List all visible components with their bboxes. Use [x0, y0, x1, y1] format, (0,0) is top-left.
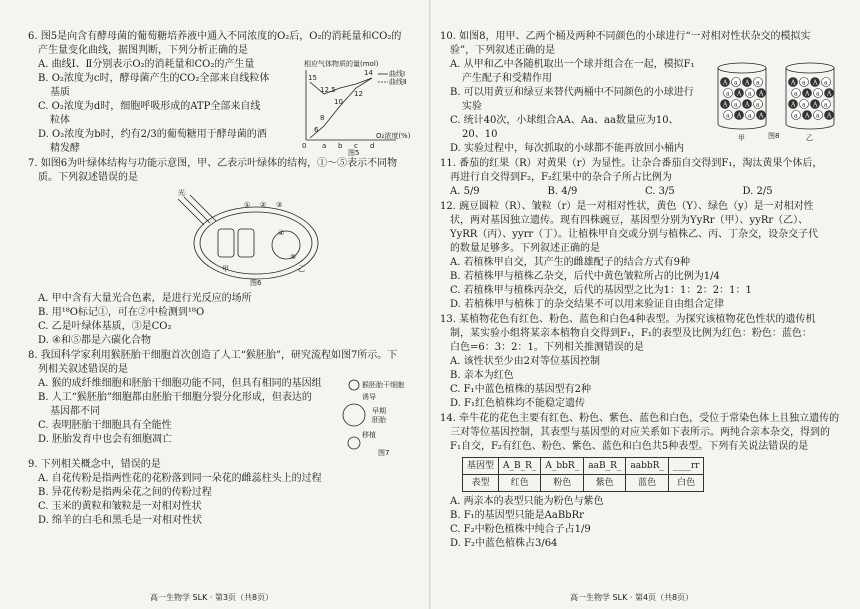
q14-option-a: A. 两亲本的表型只能为粉色与紫色	[450, 496, 604, 507]
fig5-caption: 图5	[348, 149, 360, 156]
fig8-bucket-yi	[786, 68, 834, 129]
q13-option-d: D. F₁红色植株均不能稳定遗传	[450, 398, 585, 409]
fig8-ball-label: a	[726, 112, 730, 120]
fig6-light-ray-2	[184, 197, 210, 223]
question-6	[28, 30, 420, 156]
page-fold	[429, 0, 431, 609]
question-9	[28, 458, 420, 528]
fig5-origin: 0	[302, 142, 307, 150]
figure-6	[28, 185, 420, 287]
fig6-label-3: ③	[276, 201, 283, 209]
q10-stem: 10. 如图8，用甲、乙两个桶及两种不同颜色的小球进行“一对相对性状杂交的模拟实	[440, 31, 811, 42]
genotype-header: 基因型	[463, 458, 499, 475]
fig5-tick-b: b	[338, 142, 343, 150]
fig5-val-6: 6	[314, 126, 319, 134]
fig7-embryo	[343, 404, 365, 426]
fig8-ball-label: A	[827, 90, 832, 98]
q14-option-c: C. F₂中粉色植株中纯合子占1/9	[450, 524, 591, 535]
question-8	[28, 349, 420, 457]
fig8-ball-label: A	[759, 112, 764, 120]
question-13	[440, 313, 840, 411]
fig8-ball-label: a	[824, 79, 828, 87]
fig6-label-4: ④	[278, 229, 285, 237]
fig5-val-10: 10	[334, 98, 343, 106]
fig8-ball-label: a	[756, 79, 760, 87]
fig5-tick-d: d	[370, 142, 375, 150]
fig6-label-jia: 甲	[222, 265, 229, 273]
fig6-light-label: 光	[178, 189, 185, 197]
q13-stem: 13. 某植物花色有红色、粉色、蓝色和白色4种表型。为探究该植物花色性状的遗传机	[440, 314, 816, 325]
q13-stem2: 制，某实验小组将某亲本植物自交得到F₁，F₁的表型及比例为红色：粉色：蓝色：	[450, 328, 812, 339]
fig7-monkey-icon	[348, 437, 360, 449]
fig8-ball-label: A	[813, 101, 818, 109]
fig5-val-8: 8	[320, 114, 325, 122]
q8-option-c: C. 表明胚胎干细胞具有全能性	[38, 420, 172, 431]
q10-stem2: 验”，下列叙述正确的是	[450, 45, 556, 56]
fig8-label-jia: 甲	[738, 134, 745, 142]
q7-stem: 7. 如图6为叶绿体结构与功能示意图，甲、乙表示叶绿体的结构，①～⑤表示不同物	[28, 158, 398, 169]
q7-stem2: 质。下列叙述错误的是	[38, 172, 138, 183]
q13-option-b: B. 亲本为红色	[450, 370, 514, 381]
q10-option-c: C. 统计40次，小球组合AA、Aa、aa数量应为10、	[450, 115, 679, 126]
fig8-label-yi: 乙	[806, 134, 813, 142]
fig8-ball-label: a	[824, 101, 828, 109]
fig7-stem-cells	[349, 380, 359, 390]
genotype-cell: ____rr	[668, 458, 704, 475]
q11-stem: 11. 番茄的红果（R）对黄果（r）为显性。让杂合番茄自交得到F₁，淘汰黄果个体后，	[440, 158, 823, 169]
q6-option-b: B. O₂浓度为c时，酵母菌产生的CO₂全部来自线粒体	[38, 73, 270, 84]
fig8-ball-label: a	[756, 101, 760, 109]
fig5-legend-2: 曲线Ⅱ	[389, 78, 407, 86]
q12-option-d: D. 若植株甲与植株丁的杂交结果不可以用来验证自由组合定律	[450, 299, 725, 310]
q6-stem: 6. 图5是向含有酵母菌的葡萄糖培养液中通入不同浓度的O₂后，O₂的消耗量和CO₂的	[28, 31, 402, 42]
q12-stem: 12. 豌豆圆粒（R）、皱粒（r）是一对相对性状，黄色（Y）、绿色（y）是一对相对性	[440, 201, 814, 212]
question-7	[28, 157, 420, 348]
fig8-ball-label: A	[813, 79, 818, 87]
fig8-ball-label: A	[737, 112, 742, 120]
fig8-bucket-jia	[718, 68, 766, 129]
q8-option-b: B. 人工“猴胚胎”细胞都由胚胎干细胞分裂分化形成，但表达的	[38, 392, 312, 403]
fig8-ball-label: a	[802, 79, 806, 87]
q9-option-c: C. 玉米的黄粒和皱粒是一对相对性状	[38, 501, 202, 512]
fig7-caption: 图7	[378, 449, 390, 457]
fig8-ball-label: A	[827, 112, 832, 120]
q6-option-c-cont: 粒体	[50, 115, 70, 126]
fig8-ball-label: a	[748, 112, 752, 120]
q6-stem2: 产生量变化曲线，据图判断，下列分析正确的是	[38, 45, 248, 56]
figure-8	[712, 58, 840, 142]
q12-stem4: 的数量足够多。下列叙述正确的是	[450, 243, 600, 254]
fig8-ball-label: A	[805, 90, 810, 98]
fig6-caption: 图6	[250, 279, 262, 287]
q14-option-b: B. F₁的基因型只能是AaBbRr	[450, 510, 584, 521]
q10-option-b-cont: 实验	[462, 101, 482, 112]
q7-option-c: C. 乙是叶绿体基质，③是CO₂	[38, 321, 172, 332]
q11-option-d: D. 2/5	[742, 186, 773, 197]
q6-option-b-cont: 基质	[50, 87, 70, 98]
q9-option-b: B. 异花传粉是指两朵花之间的传粉过程	[38, 487, 212, 498]
q7-option-a: A. 甲中含有大量光合色素，是进行光反应的场所	[38, 293, 252, 304]
genotype-cell: aabbR_	[626, 458, 669, 475]
fig5-xlabel: O₂浓度(%)	[376, 132, 411, 140]
q12-option-c: C. 若植株甲与植株丙杂交，后代的基因型之比为1：1：2：2：1：1	[450, 285, 752, 296]
question-12	[440, 200, 840, 312]
phenotype-cell: 蓝色	[626, 475, 669, 492]
phenotype-row	[463, 475, 704, 492]
q10-option-c-cont: 20、10	[462, 129, 498, 140]
q6-option-c: C. O₂浓度为d时，细胞呼吸形成的ATP全部来自线	[38, 101, 261, 112]
fig8-ball-label: A	[737, 90, 742, 98]
fig8-bucket-jia-top	[718, 63, 766, 73]
q13-option-c: C. F₁中蓝色植株的基因型有2种	[450, 384, 591, 395]
fig8-ball-label: a	[816, 112, 820, 120]
q11-stem2: 再进行自交得到F₂，F₂红果中的杂合子所占比例为	[450, 172, 672, 183]
q9-option-d: D. 绵羊的白毛和黑毛是一对相对性状	[38, 515, 203, 526]
q8-option-a: A. 猴的成纤维细胞和胚胎干细胞功能不同，但具有相同的基因组	[38, 378, 322, 389]
fig8-ball-label: A	[805, 112, 810, 120]
q8-option-d: D. 胚胎发育中也会有细胞凋亡	[38, 434, 173, 445]
fig5-val-14: 14	[364, 69, 373, 77]
q6-option-d-cont: 精发酵	[50, 143, 80, 154]
fig6-label-2: ②	[260, 201, 267, 209]
fig5-val-12-5: 12.5	[320, 86, 336, 94]
fig8-ball-label: A	[723, 79, 728, 87]
question-11	[440, 157, 840, 199]
right-column	[440, 30, 840, 552]
q7-option-b: B. 用¹⁸O标记①，可在②中检测到¹⁸O	[38, 307, 205, 318]
fig7-label-early: 早期	[372, 407, 386, 415]
fig6-thylakoid-1	[218, 229, 234, 257]
q10-option-d: D. 实验过程中，每次抓取的小球都不能再放回小桶内	[450, 143, 685, 154]
q7-option-d: D. ④和⑤都是六碳化合物	[38, 335, 151, 346]
phenotype-header: 表型	[463, 475, 499, 492]
page-footer-right: 高一生物学 SLK · 第4页（共8页）	[570, 593, 694, 602]
q12-stem2: 状，两对基因独立遗传。现有四株豌豆，基因型分别为YyRr（甲）、yyRr（乙）、	[450, 215, 809, 226]
q11-option-c: C. 3/5	[645, 186, 675, 197]
q8-stem: 8. 我国科学家利用猴胚胎干细胞首次创造了人工“猴胚胎”，研究流程如图7所示。下	[28, 350, 398, 361]
fig8-ball-label: A	[791, 79, 796, 87]
fig6-thylakoid-2	[238, 229, 254, 257]
fig8-ball-label: A	[745, 101, 750, 109]
q10-option-b: B. 可以用黄豆和绿豆来替代两桶中不同颜色的小球进行	[450, 87, 694, 98]
fig8-ball-label: a	[748, 90, 752, 98]
left-column	[28, 30, 420, 529]
genotype-table	[462, 457, 704, 492]
fig8-balls	[721, 78, 834, 120]
q10-option-a: A. 从甲和乙中各随机取出一个球并组合在一起，模拟F₁	[450, 59, 695, 70]
question-14	[440, 412, 840, 551]
genotype-cell: A_bbR_	[541, 458, 584, 475]
q12-option-b: B. 若植株甲与植株乙杂交，后代中黄色皱粒所占的比例为1/4	[450, 271, 720, 282]
fig8-ball-label: a	[802, 101, 806, 109]
fig8-ball-label: a	[794, 112, 798, 120]
q8-stem2: 列相关叙述错误的是	[38, 364, 128, 375]
q11-option-b: B. 4/9	[547, 186, 578, 197]
fig5-val-12: 12	[354, 90, 363, 98]
fig8-bucket-yi-top	[786, 63, 834, 73]
fig8-ball-label: A	[759, 90, 764, 98]
fig8-ball-label: a	[734, 101, 738, 109]
page-footer-left: 高一生物学 SLK · 第3页（共8页）	[150, 593, 274, 602]
q10-option-a-cont: 产生配子和受精作用	[462, 73, 552, 84]
q12-stem3: YyRR（丙）、yyrr（丁）。让植株甲自交或分别与植株乙、丙、丁杂交，设杂交子代	[450, 229, 819, 240]
q11-option-a: A. 5/9	[450, 186, 480, 197]
fig5-ylabel: 相应气体物质的量(mol)	[304, 60, 379, 68]
fig8-ball-label: a	[726, 90, 730, 98]
fig8-ball-label: a	[816, 90, 820, 98]
q13-option-a: A. 该性状至少由2对等位基因控制	[450, 356, 600, 367]
fig8-ball-label: a	[734, 79, 738, 87]
fig8-ball-label: A	[791, 101, 796, 109]
fig7-label-embryo: 胚胎	[372, 416, 386, 424]
fig8-ball-label: a	[794, 90, 798, 98]
fig5-tick-c: c	[354, 142, 358, 150]
q6-option-a: A. 曲线Ⅰ、Ⅱ分别表示O₂的消耗量和CO₂的产生量	[38, 59, 255, 70]
genotype-cell: A_B_R_	[499, 458, 541, 475]
phenotype-cell: 白色	[668, 475, 704, 492]
phenotype-cell: 粉色	[541, 475, 584, 492]
q12-option-a: A. 若植株甲自交，其产生的雌雄配子的结合方式有9种	[450, 257, 690, 268]
q9-stem: 9. 下列相关概念中，错误的是	[28, 459, 161, 470]
question-10	[440, 30, 840, 156]
fig6-chloroplast-inner	[200, 212, 312, 274]
genotype-row	[463, 458, 704, 475]
fig8-ball-label: A	[745, 79, 750, 87]
fig7-label-stem-cells: 猴胚胎干细胞	[362, 381, 404, 389]
fig6-light-ray-1	[178, 199, 204, 225]
figure-5	[296, 58, 416, 156]
fig7-label-induce: 诱导	[362, 393, 376, 401]
q8-option-b-cont: 基因都不同	[50, 406, 100, 417]
q14-stem3: F₁自交，F₂有红色、粉色、紫色、蓝色和白色共5种表型。下列有关说法错误的是	[450, 441, 809, 452]
q6-option-d: D. O₂浓度为b时，约有2/3的葡萄糖用于酵母菌的酒	[38, 129, 267, 140]
phenotype-cell: 紫色	[584, 475, 626, 492]
fig7-label-transplant: 移植	[362, 431, 376, 439]
fig6-label-1: ①	[244, 201, 251, 209]
fig5-legend-1: 曲线Ⅰ	[389, 70, 406, 78]
phenotype-cell: 红色	[499, 475, 541, 492]
q14-stem: 14. 牵牛花的花色主要有红色、粉色、紫色、蓝色和白色，受位于常染色体上且独立遗传的	[440, 413, 840, 424]
q9-option-a: A. 自花传粉是指两性花的花粉落到同一朵花的雌蕊柱头上的过程	[38, 473, 322, 484]
fig6-label-yi: 乙	[298, 265, 305, 273]
fig6-label-5: ⑤	[290, 253, 297, 261]
fig6-light-ray-3	[190, 195, 216, 221]
genotype-cell: aaB_R_	[584, 458, 626, 475]
fig8-ball-label: A	[723, 101, 728, 109]
fig5-tick-a: a	[322, 142, 327, 150]
q14-option-d: D. F₂中蓝色植株占3/64	[450, 538, 558, 549]
fig8-caption: 图8	[768, 132, 780, 140]
q14-stem2: 三对等位基因控制，其表型与基因型的对应关系如下表所示。两纯合亲本杂交，得到的	[450, 427, 830, 438]
q13-stem3: 白色=6：3：2：1。下列相关推测错误的是	[450, 342, 644, 353]
figure-7	[342, 377, 420, 457]
fig5-val-15: 15	[308, 74, 317, 82]
